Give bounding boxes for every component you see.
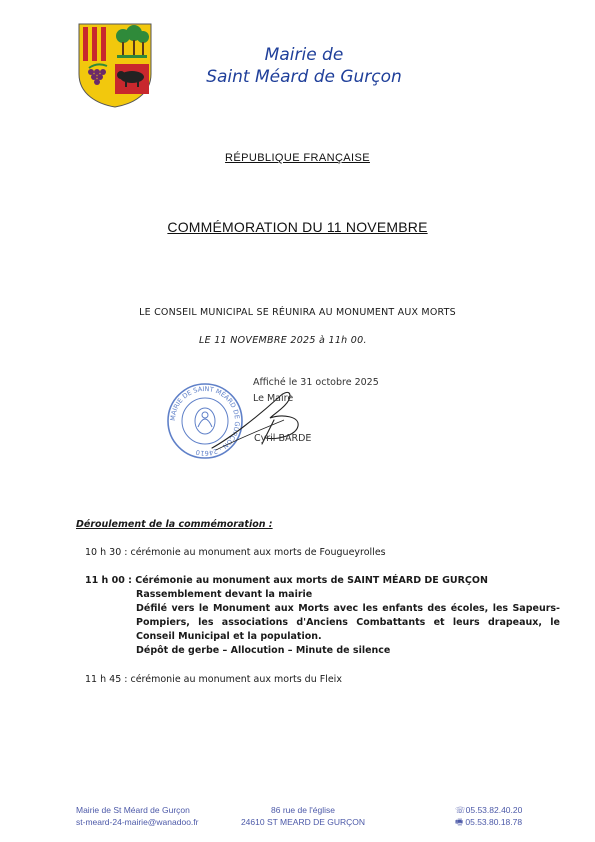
footer-fax: 🖷 05.53.80.18.78	[455, 817, 523, 827]
programme-event-3: 11 h 45 : cérémonie au monument aux morts du Fleix	[85, 674, 342, 685]
programme-event-2-detail: Dépôt de gerbe – Allocution – Minute de silence	[136, 645, 391, 656]
mayor-name: Cyril BARDE	[254, 433, 312, 444]
footer-address-city: 24610 ST MEARD DE GURÇON	[240, 817, 366, 827]
programme-title: Déroulement de la commémoration :	[76, 519, 273, 530]
svg-text:MAIRIE DE SAINT MÉARD DE GURÇO: MAIRIE DE SAINT MÉARD DE GURÇON · 24610	[168, 384, 242, 458]
posted-date: Affiché le 31 octobre 2025	[253, 377, 379, 388]
programme-event-2-detail: Défilé vers le Monument aux Morts avec les enfants des écoles, les Sapeurs-Pompiers, les associations d'Anciens Combattants et leurs drapeaux, le Conseil Municipal et la population.	[136, 603, 560, 642]
programme-event-2: 11 h 00 : Cérémonie au monument aux morts de SAINT MÉARD DE GURÇON	[85, 575, 488, 586]
coat-of-arms-logo	[77, 22, 153, 108]
footer-mairie-name: Mairie de St Méard de Gurçon	[76, 805, 190, 815]
mairie-title-line2: Saint Méard de Gurçon	[206, 67, 402, 87]
announcement-date: LE 11 NOVEMBRE 2025 à 11h 00.	[199, 335, 367, 346]
mayor-label: Le Maire	[253, 393, 294, 404]
page-title: COMMÉMORATION DU 11 NOVEMBRE	[167, 219, 428, 235]
republique-heading: RÉPUBLIQUE FRANÇAISE	[225, 152, 370, 164]
footer-address-street: 86 rue de l'église	[271, 805, 335, 815]
footer-phone: ☏05.53.82.40.20	[455, 805, 523, 815]
footer-email[interactable]: st-meard-24-mairie@wanadoo.fr	[76, 817, 199, 827]
mairie-title-line1: Mairie de	[264, 45, 344, 65]
programme-event-2-detail: Rassemblement devant la mairie	[136, 589, 313, 600]
programme-event-1: 10 h 30 : cérémonie au monument aux morts de Fougueyrolles	[85, 547, 386, 558]
announcement-line: LE CONSEIL MUNICIPAL SE RÉUNIRA AU MONUMENT AUX MORTS	[139, 307, 456, 318]
